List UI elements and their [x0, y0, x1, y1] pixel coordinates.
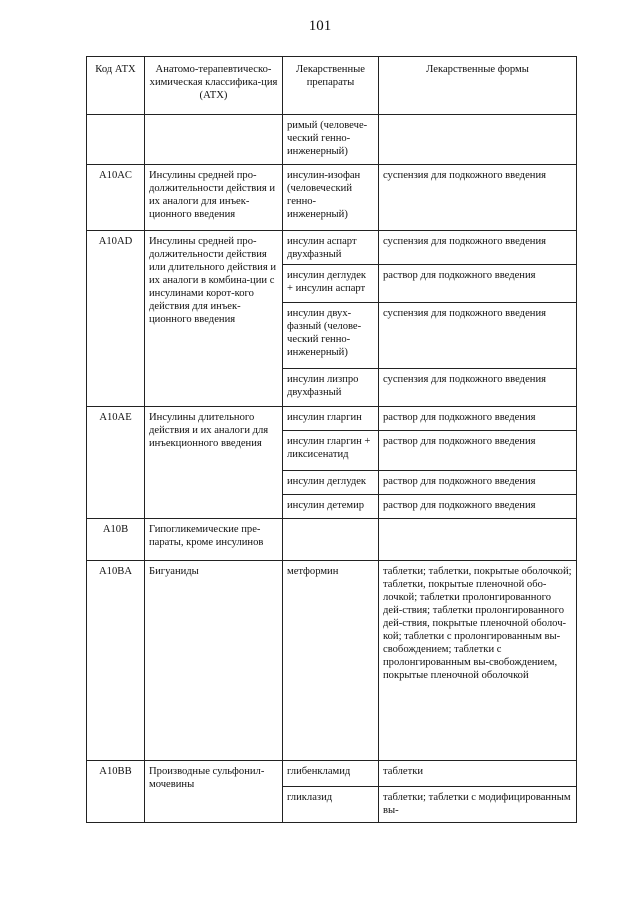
- page-number: 101: [308, 18, 332, 34]
- header-classification: Анатомо-терапевтическо-химическая классифика-ция (АТХ): [145, 57, 283, 115]
- header-code: Код АТХ: [87, 57, 145, 115]
- drug-cell: метформин: [283, 561, 379, 761]
- table-row: [87, 165, 577, 231]
- form-cell: суспензия для подкожного введения: [379, 165, 577, 231]
- drug-cell: инсулин-изофан (человеческий генно-инженерный): [283, 165, 379, 231]
- table-row: [87, 761, 577, 787]
- drug-cell: глибенкламид: [283, 761, 379, 787]
- form-cell: раствор для подкожного введения: [379, 471, 577, 495]
- code-cell: A10AD: [87, 231, 145, 407]
- drug-cell: инсулин двух-фазный (челове-ческий генно-инженерный): [283, 303, 379, 369]
- code-cell: A10AE: [87, 407, 145, 519]
- class-cell: [145, 115, 283, 165]
- header-forms: Лекарственные формы: [379, 57, 577, 115]
- form-cell: таблетки: [379, 761, 577, 787]
- code-cell: A10BA: [87, 561, 145, 761]
- drug-cell: инсулин лизпро двухфазный: [283, 369, 379, 407]
- class-cell: Производные сульфонил-мочевины: [145, 761, 283, 823]
- table-row: [87, 561, 577, 761]
- form-cell: суспензия для подкожного введения: [379, 369, 577, 407]
- code-cell: [87, 115, 145, 165]
- class-cell: Инсулины средней про-должительности действия и их аналоги для инъек-ционного введения: [145, 165, 283, 231]
- class-cell: Гипогликемические пре-параты, кроме инсулинов: [145, 519, 283, 561]
- code-cell: A10AC: [87, 165, 145, 231]
- form-cell: раствор для подкожного введения: [379, 407, 577, 431]
- form-cell: раствор для подкожного введения: [379, 495, 577, 519]
- table-row: [87, 519, 577, 561]
- class-cell: Инсулины длительного действия и их аналоги для инъекционного введения: [145, 407, 283, 519]
- drug-cell: [283, 519, 379, 561]
- form-cell: суспензия для подкожного введения: [379, 303, 577, 369]
- code-cell: A10BB: [87, 761, 145, 823]
- drug-cell: гликлазид: [283, 787, 379, 823]
- table-header-row: [87, 57, 577, 115]
- atc-table: [86, 56, 577, 823]
- code-cell: A10B: [87, 519, 145, 561]
- form-cell: [379, 115, 577, 165]
- form-cell: суспензия для подкожного введения: [379, 231, 577, 265]
- drug-cell: инсулин детемир: [283, 495, 379, 519]
- drug-cell: римый (человече-ческий генно-инженерный): [283, 115, 379, 165]
- form-cell: таблетки; таблетки, покрытые оболочкой; таблетки, покрытые пленочной обо-лочкой; таблетки пролонгированного дей-ствия; таблетки пролонгированного дей-ствия, покрытые пленочной оболоч-кой; таблетки с пролонгированным вы-свобождением; таблетки с пролонгированным вы-свобождением, покрытые пленочной оболочкой: [379, 561, 577, 761]
- drug-cell: инсулин аспарт двухфазный: [283, 231, 379, 265]
- class-cell: Инсулины средней про-должительности действия или длительного действия и их аналоги в комбина-ции с инсулинами корот-кого действия для инъек-ционного введения: [145, 231, 283, 407]
- class-cell: Бигуаниды: [145, 561, 283, 761]
- form-cell: раствор для подкожного введения: [379, 431, 577, 471]
- drug-cell: инсулин гларгин: [283, 407, 379, 431]
- drug-cell: инсулин деглудек: [283, 471, 379, 495]
- header-drugs: Лекарственные препараты: [283, 57, 379, 115]
- drug-cell: инсулин гларгин + ликсисенатид: [283, 431, 379, 471]
- drug-cell: инсулин деглудек + инсулин аспарт: [283, 265, 379, 303]
- form-cell: раствор для подкожного введения: [379, 265, 577, 303]
- form-cell: [379, 519, 577, 561]
- table-row: [87, 407, 577, 431]
- table-row: [87, 231, 577, 265]
- table-row: [87, 115, 577, 165]
- form-cell: таблетки; таблетки с модифицированным вы-: [379, 787, 577, 823]
